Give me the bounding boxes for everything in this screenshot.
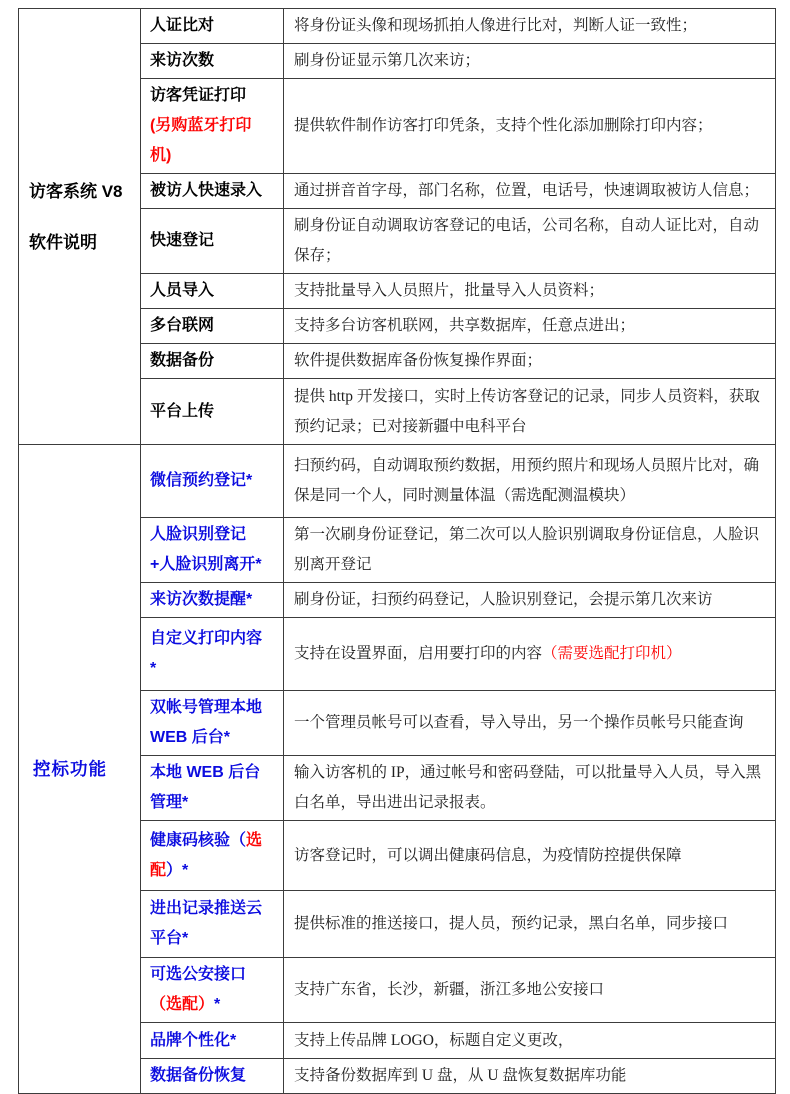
feature-name-cell	[141, 1059, 284, 1094]
text-run: 快速登记	[150, 232, 215, 249]
feature-name-cell	[141, 756, 284, 821]
feature-name-cell	[141, 44, 284, 79]
text-run: 通过拼音首字母，部门名称，位置，电话号，快速调取被访人信息；	[294, 182, 760, 199]
feature-name-cell	[141, 445, 284, 518]
text-run: 进出记录推送云平台*	[150, 900, 263, 947]
text-run: 第一次刷身份证登记，第二次可以人脸识别调取身份证信息，人脸识别离开登记	[294, 526, 760, 573]
feature-description-cell	[284, 1023, 776, 1059]
feature-description-cell	[284, 379, 776, 445]
feature-description-cell	[284, 958, 776, 1023]
text-run: 提供标准的推送接口，提人员，预约记录，黑白名单，同步接口	[294, 915, 729, 932]
section-header-line: 软件说明	[29, 232, 97, 252]
text-run: 支持多台访客机联网，共享数据库，任意点进出；	[294, 317, 636, 334]
section-header-software	[19, 9, 141, 445]
text-run: 输入访客机的 IP，通过帐号和密码登陆，可以批量导入人员，导入黑白名单，导出进出记录报表。	[294, 764, 762, 811]
text-run: 品牌个性化*	[150, 1031, 237, 1049]
feature-description-cell	[284, 756, 776, 821]
feature-name-cell	[141, 274, 284, 309]
text-run: 一个管理员帐号可以查看，导入导出，另一个操作员帐号只能查询	[294, 714, 744, 731]
text-run: 数据备份恢复	[150, 1067, 247, 1084]
section-header-line: 控标功能	[33, 758, 107, 779]
feature-description-cell	[284, 583, 776, 618]
text-run: 人脸识别登记+人脸识别离开*	[150, 526, 262, 573]
feature-description-cell	[284, 518, 776, 583]
text-run: (另购蓝牙打印机)	[150, 117, 252, 164]
text-run: 多台联网	[150, 317, 215, 334]
feature-name-cell	[141, 583, 284, 618]
text-run: ）*	[166, 861, 189, 879]
text-run: 刷身份证，扫预约码登记，人脸识别登记，会提示第几次来访	[294, 591, 713, 608]
text-run: 人员导入	[150, 282, 215, 299]
text-run: 提供 http 开发接口，实时上传访客登记的记录，同步人员资料，获取预约记录；已对接新疆中电科平台	[294, 387, 760, 435]
feature-description-cell	[284, 9, 776, 44]
text-run: 来访次数	[150, 52, 215, 69]
feature-description-cell	[284, 618, 776, 691]
text-run: 将身份证头像和现场抓拍人像进行比对，判断人证一致性；	[294, 17, 698, 34]
feature-description-cell	[284, 309, 776, 344]
text-run: 本地 WEB 后台管理*	[150, 764, 261, 811]
feature-table	[18, 8, 776, 1094]
feature-name-cell	[141, 1023, 284, 1059]
feature-table-body	[19, 9, 776, 1094]
text-run: 微信预约登记*	[150, 472, 253, 489]
text-run: 健康码核验（	[150, 831, 247, 849]
feature-description-cell	[284, 274, 776, 309]
feature-name-cell	[141, 174, 284, 209]
feature-name-cell	[141, 344, 284, 379]
feature-name-cell	[141, 518, 284, 583]
text-run: 来访次数提醒*	[150, 591, 253, 608]
feature-description-cell	[284, 209, 776, 274]
text-run: 人证比对	[150, 17, 215, 34]
text-run: （选配）	[150, 996, 215, 1013]
feature-name-cell	[141, 618, 284, 691]
text-run: 数据备份	[150, 352, 215, 369]
text-run: 扫预约码，自动调取预约数据，用预约照片和现场人员照片比对，确保是同一个人，同时测量体温（需选配测温模块）	[294, 457, 760, 504]
table-row	[19, 9, 776, 44]
text-run: 支持备份数据库到 U 盘，从 U 盘恢复数据库功能	[294, 1067, 627, 1084]
text-run: 支持批量导入人员照片，批量导入人员资料；	[294, 282, 605, 299]
feature-name-cell	[141, 691, 284, 756]
feature-description-cell	[284, 891, 776, 958]
text-run: 提供软件制作访客打印凭条，支持个性化添加删除打印内容；	[294, 117, 713, 134]
feature-description-cell	[284, 79, 776, 174]
text-run: 访客登记时，可以调出健康码信息，为疫情防控提供保障	[294, 846, 682, 864]
feature-name-cell	[141, 9, 284, 44]
feature-description-cell	[284, 821, 776, 891]
section-header-line: 访客系统 V8	[29, 182, 123, 202]
text-run: （需要选配打印机）	[542, 645, 682, 662]
section-header-control	[19, 445, 141, 1094]
feature-name-cell	[141, 891, 284, 958]
text-run: *	[214, 996, 221, 1013]
text-run: 被访人快速录入	[150, 182, 263, 199]
text-run: 支持在设置界面，启用要打印的内容	[294, 645, 543, 662]
text-run: 刷身份证自动调取访客登记的电话，公司名称，自动人证比对，自动保存；	[294, 217, 760, 264]
text-run: 可选公安接口	[150, 966, 247, 983]
text-run: 软件提供数据库备份恢复操作界面；	[294, 352, 543, 369]
feature-name-cell	[141, 958, 284, 1023]
text-run: 访客凭证打印	[150, 87, 247, 104]
feature-name-cell	[141, 379, 284, 445]
feature-description-cell	[284, 445, 776, 518]
text-run: 平台上传	[150, 402, 215, 420]
feature-name-cell	[141, 821, 284, 891]
text-run: 刷身份证显示第几次来访；	[294, 52, 481, 69]
text-run: 支持广东省，长沙，新疆，浙江多地公安接口	[294, 981, 605, 998]
feature-description-cell	[284, 44, 776, 79]
feature-name-cell	[141, 209, 284, 274]
feature-description-cell	[284, 344, 776, 379]
text-run: 选配	[150, 831, 263, 879]
text-run: 自定义打印内容*	[150, 630, 263, 677]
table-row	[19, 445, 776, 518]
text-run: 双帐号管理本地 WEB 后台*	[150, 699, 263, 746]
feature-description-cell	[284, 1059, 776, 1094]
feature-description-cell	[284, 174, 776, 209]
feature-name-cell	[141, 79, 284, 174]
feature-name-cell	[141, 309, 284, 344]
feature-description-cell	[284, 691, 776, 756]
text-run: 支持上传品牌 LOGO，标题自定义更改，	[294, 1031, 574, 1049]
